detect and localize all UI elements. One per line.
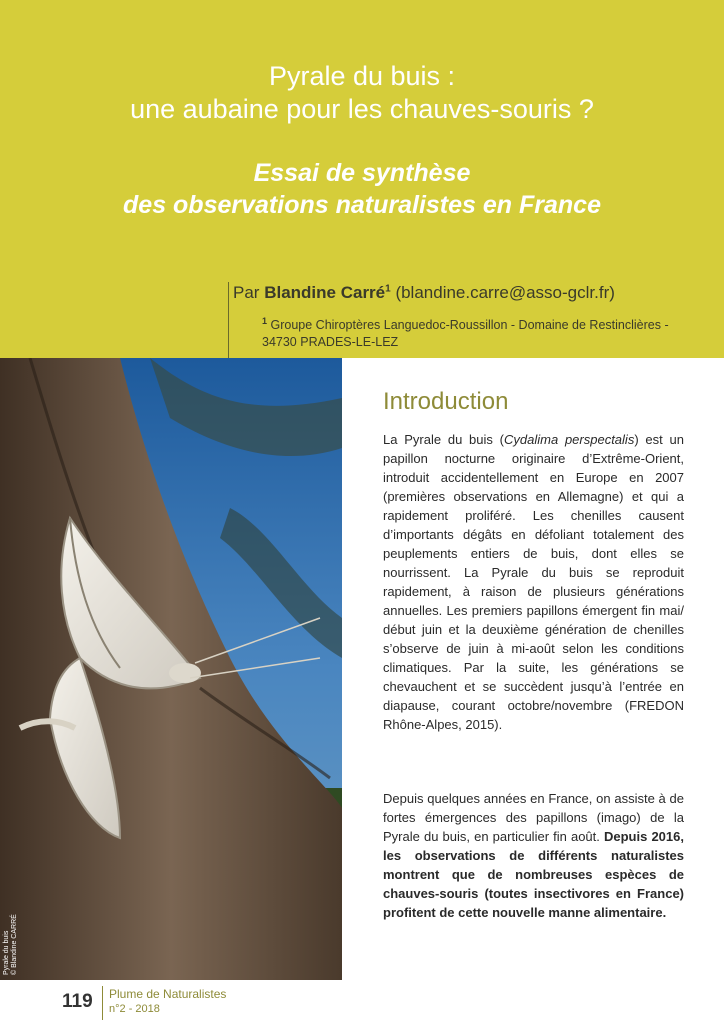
box-tree-moth-image [0,358,342,980]
article-subtitle [0,157,724,221]
affiliation-text: Groupe Chiroptères Languedoc-Roussillon - Domaine de Restinclières - 34730 PRADES-LE-LEZ [262,318,669,350]
paragraph-1 [383,430,684,734]
issue-number: n°2 - 2018 [109,1003,160,1015]
author-line [233,283,713,303]
author-affiliation [262,313,682,351]
photo-copyright: © Blandine CARRÉ [11,914,18,975]
section-heading: Introduction [383,388,509,415]
magazine-name: Plume de Naturalistes [109,987,227,1001]
author-prefix: Par [233,283,260,302]
title-line-2: une aubaine pour les chauves-souris ? [130,94,594,124]
p2-normal: Depuis quelques années en France, on assiste à de fortes émergences des papillons (imago) de la Pyrale du buis, en particulier fin août. [383,791,684,844]
title-banner [0,0,724,358]
subtitle-line-2: des observations naturalistes en France [123,191,601,219]
footer-divider [102,986,103,1020]
author-name: Blandine Carré [264,283,386,302]
author-divider [228,282,229,358]
affiliation-footnote-mark: 1 [262,316,268,326]
title-line-1: Pyrale du buis : [268,61,456,91]
p1-before: La Pyrale du buis ( [383,432,504,447]
page-number: 119 [62,991,93,1012]
photo-credit [3,914,19,975]
p1-after: ) est un papillon nocturne originaire d’Extrême-Orient, introduit accidentellement en Europe en 2007 (premières observations en Allemagne) et qui a rapidement proliféré. Les chenilles causent d’importants dégâts en défoliant totalement des peuplements entiers de buis, dont elles se nourrissent. La Pyrale du buis se reproduit rapidement, à raison de plusieurs générations annuelles. Les premiers papillons émergent fin mai/ début juin et la deuxième génération de chenilles s’observe de juin à mi-août selon les conditions climatiques. Par la suite, les générations se chevauchent et se succèdent jusqu’à l’entrée en diapause, courant octobre/novembre (FREDON Rhône-Alpes, 2015). [383,432,684,732]
moth-photo [0,358,342,980]
paragraph-2 [383,789,684,922]
subtitle-line-1: Essai de synthèse [253,159,471,187]
article-title [0,60,724,126]
species-name: Cydalima perspectalis [504,432,635,447]
photo-caption: Pyrale du buis [3,930,10,975]
author-footnote-mark: 1 [385,283,391,295]
author-email: (blandine.carre@asso-gclr.fr) [395,283,615,302]
p2-bold: Depuis 2016, les observations de différents naturalistes montrent que de nombreuses espèces de chauves-souris (toutes insectivores en France) profitent de cette nouvelle manne alimentaire. [383,829,684,920]
